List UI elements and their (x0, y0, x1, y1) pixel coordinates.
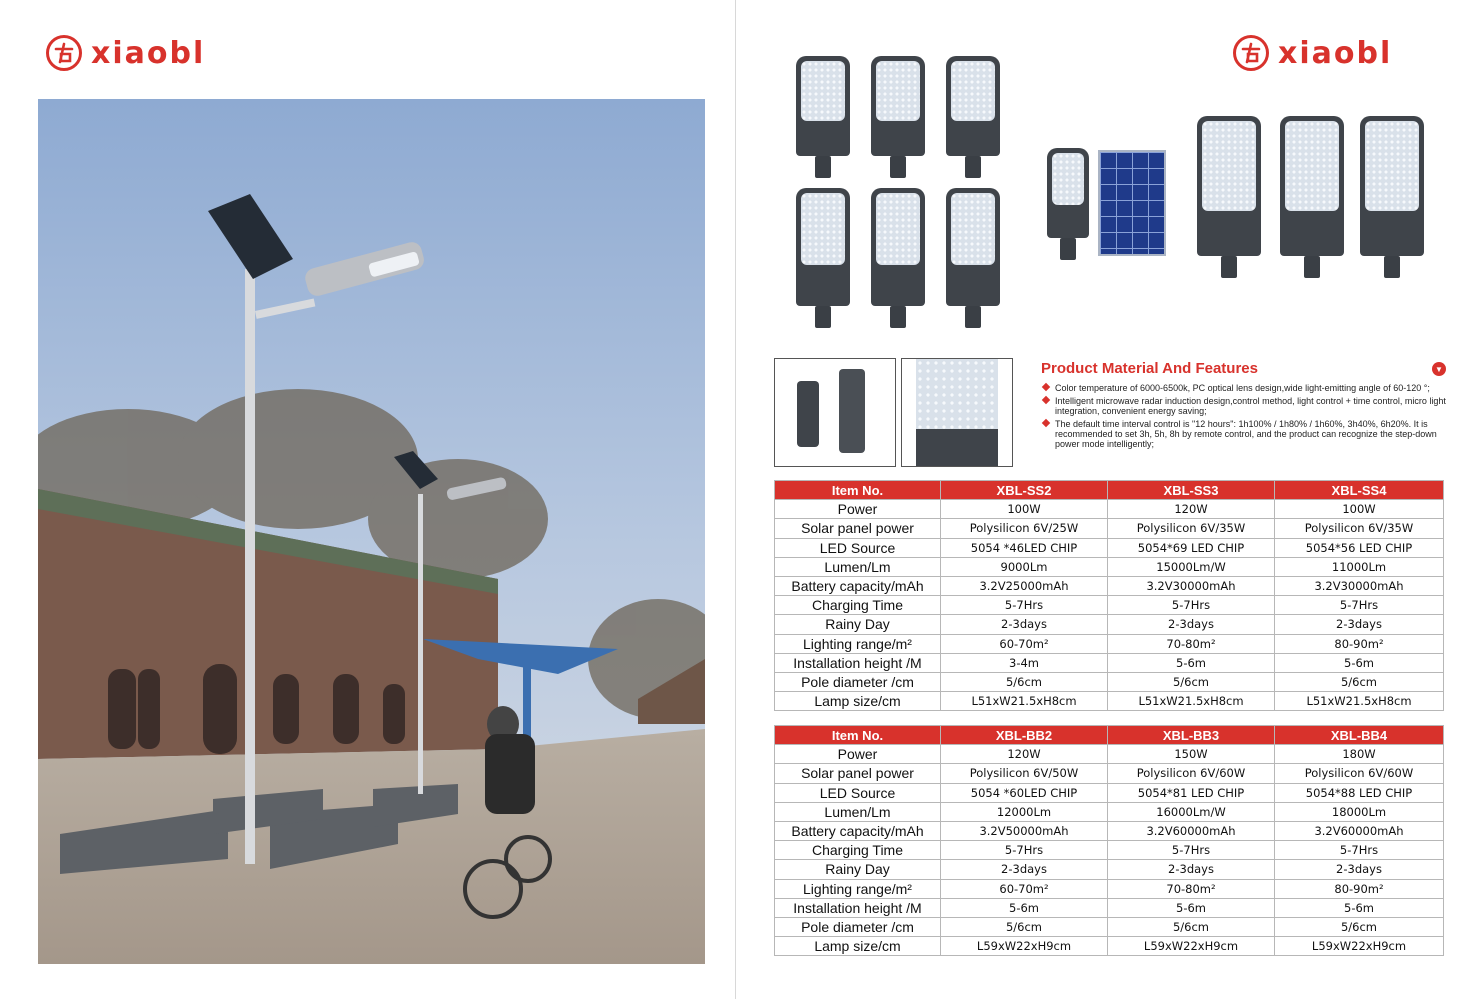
lamp-closeup-thumbnail (901, 358, 1013, 467)
street-lamp-image (1280, 116, 1344, 256)
table-row (775, 672, 1444, 691)
table-cell: 5/6cm (1275, 917, 1444, 936)
table-row (775, 802, 1444, 821)
table-cell: 5054*88 LED CHIP (1275, 783, 1444, 802)
row-label: Lighting range/m² (775, 879, 941, 898)
brand-mark-icon (1233, 35, 1269, 71)
column-header: XBL-BB3 (1108, 726, 1275, 745)
brand-logo (46, 35, 205, 71)
row-label: Solar panel power (775, 764, 941, 783)
brand-name: xiaobl (91, 35, 206, 71)
table-cell: 5054*69 LED CHIP (1108, 538, 1275, 557)
table-row (775, 500, 1444, 519)
table-cell: 3.2V50000mAh (941, 821, 1108, 840)
feature-item: Intelligent microwave radar induction design,control method, light control + time control, micro light integration, convenient energy saving; (1041, 396, 1450, 416)
table-cell: 5-6m (1108, 898, 1275, 917)
table-cell: L51xW21.5xH8cm (1275, 692, 1444, 711)
table-cell: 5054 *60LED CHIP (941, 783, 1108, 802)
row-label: Power (775, 500, 941, 519)
table-row (775, 898, 1444, 917)
table-cell: 5-7Hrs (941, 596, 1108, 615)
row-label: Lumen/Lm (775, 557, 941, 576)
table-cell: 5-7Hrs (1275, 596, 1444, 615)
column-header: XBL-BB2 (941, 726, 1108, 745)
left-page (0, 0, 736, 999)
table-cell: L59xW22xH9cm (941, 937, 1108, 956)
table-cell: 5-7Hrs (1275, 841, 1444, 860)
table-cell: 15000Lm/W (1108, 557, 1275, 576)
table-cell: Polysilicon 6V/35W (1275, 519, 1444, 538)
table-cell: 2-3days (1275, 860, 1444, 879)
table-row (775, 841, 1444, 860)
feature-item: Color temperature of 6000-6500k, PC optical lens design,wide light-emitting angle of 60-120 °; (1041, 383, 1450, 393)
table-cell: 5-6m (1275, 898, 1444, 917)
table-cell: 100W (941, 500, 1108, 519)
right-page (736, 0, 1473, 999)
street-lamp-image (946, 56, 1000, 156)
table-cell: 2-3days (1108, 615, 1275, 634)
street-lamp-image (871, 188, 925, 306)
table-row (775, 745, 1444, 764)
brand-mark-icon (46, 35, 82, 71)
spec-table-bb (774, 725, 1444, 956)
chevron-down-icon: ▼ (1432, 362, 1446, 376)
table-cell: 70-80m² (1108, 879, 1275, 898)
table-cell: Polysilicon 6V/50W (941, 764, 1108, 783)
table-cell: 9000Lm (941, 557, 1108, 576)
table-cell: 120W (1108, 500, 1275, 519)
features-section (1041, 360, 1446, 452)
table-cell: 5054 *46LED CHIP (941, 538, 1108, 557)
street-scene-photo (38, 99, 705, 964)
table-row (775, 821, 1444, 840)
table-row (775, 538, 1444, 557)
column-header: XBL-SS2 (941, 481, 1108, 500)
table-cell: 18000Lm (1275, 802, 1444, 821)
table-cell: 3.2V25000mAh (941, 576, 1108, 595)
table-cell: 3.2V30000mAh (1108, 576, 1275, 595)
table-cell: 150W (1108, 745, 1275, 764)
diamond-bullet-icon (1042, 419, 1050, 427)
street-lamp-image (1360, 116, 1424, 256)
table-header-row (775, 481, 1444, 500)
table-cell: 5054*81 LED CHIP (1108, 783, 1275, 802)
table-cell: L51xW21.5xH8cm (941, 692, 1108, 711)
table-cell: 3-4m (941, 653, 1108, 672)
table-cell: 2-3days (1108, 860, 1275, 879)
table-cell: 5-6m (941, 898, 1108, 917)
table-cell: 5-6m (1275, 653, 1444, 672)
table-cell: 5-7Hrs (941, 841, 1108, 860)
row-label: Charging Time (775, 596, 941, 615)
row-label: Rainy Day (775, 860, 941, 879)
row-label: Lumen/Lm (775, 802, 941, 821)
table-cell: 5/6cm (1108, 917, 1275, 936)
table-cell: 100W (1275, 500, 1444, 519)
table-cell: 5/6cm (1275, 672, 1444, 691)
table-row (775, 879, 1444, 898)
table-cell: Polysilicon 6V/60W (1275, 764, 1444, 783)
table-cell: L59xW22xH9cm (1275, 937, 1444, 956)
table-cell: 3.2V30000mAh (1275, 576, 1444, 595)
row-label: Lamp size/cm (775, 692, 941, 711)
table-row (775, 692, 1444, 711)
diamond-bullet-icon (1042, 383, 1050, 391)
table-cell: 2-3days (941, 860, 1108, 879)
column-header: XBL-BB4 (1275, 726, 1444, 745)
column-header: Item No. (775, 726, 941, 745)
table-cell: 5-6m (1108, 653, 1275, 672)
row-label: Battery capacity/mAh (775, 821, 941, 840)
table-cell: 60-70m² (941, 879, 1108, 898)
table-row (775, 860, 1444, 879)
table-cell: 12000Lm (941, 802, 1108, 821)
street-lamp-image (796, 188, 850, 306)
table-cell: 11000Lm (1275, 557, 1444, 576)
column-header: Item No. (775, 481, 941, 500)
table-cell: 80-90m² (1275, 879, 1444, 898)
row-label: Installation height /M (775, 653, 941, 672)
table-cell: 80-90m² (1275, 634, 1444, 653)
table-row (775, 764, 1444, 783)
table-cell: 16000Lm/W (1108, 802, 1275, 821)
row-label: Lamp size/cm (775, 937, 941, 956)
brand-logo-right (1233, 35, 1392, 71)
row-label: Charging Time (775, 841, 941, 860)
table-cell: 180W (1275, 745, 1444, 764)
table-row (775, 615, 1444, 634)
row-label: Rainy Day (775, 615, 941, 634)
row-label: Power (775, 745, 941, 764)
table-row (775, 576, 1444, 595)
table-cell: L59xW22xH9cm (1108, 937, 1275, 956)
table-cell: 5/6cm (1108, 672, 1275, 691)
table-cell: Polysilicon 6V/25W (941, 519, 1108, 538)
row-label: Pole diameter /cm (775, 672, 941, 691)
row-label: Solar panel power (775, 519, 941, 538)
row-label: LED Source (775, 538, 941, 557)
table-cell: Polysilicon 6V/60W (1108, 764, 1275, 783)
column-header: XBL-SS3 (1108, 481, 1275, 500)
table-cell: 2-3days (1275, 615, 1444, 634)
column-header: XBL-SS4 (1275, 481, 1444, 500)
brand-name: xiaobl (1278, 35, 1393, 71)
diamond-bullet-icon (1042, 396, 1050, 404)
street-lamp-image (946, 188, 1000, 306)
street-lamp-image (871, 56, 925, 156)
table-cell: 3.2V60000mAh (1275, 821, 1444, 840)
table-cell: 5054*56 LED CHIP (1275, 538, 1444, 557)
row-label: Battery capacity/mAh (775, 576, 941, 595)
row-label: Lighting range/m² (775, 634, 941, 653)
table-cell: 60-70m² (941, 634, 1108, 653)
table-row (775, 519, 1444, 538)
solar-panel-image (1098, 150, 1166, 256)
spec-table-ss (774, 480, 1444, 711)
table-cell: 120W (941, 745, 1108, 764)
table-header-row (775, 726, 1444, 745)
row-label: Installation height /M (775, 898, 941, 917)
table-cell: L51xW21.5xH8cm (1108, 692, 1275, 711)
table-row (775, 937, 1444, 956)
table-cell: 5/6cm (941, 917, 1108, 936)
table-cell: 5-7Hrs (1108, 841, 1275, 860)
table-cell: 5-7Hrs (1108, 596, 1275, 615)
table-row (775, 653, 1444, 672)
lamp-side-thumbnail (774, 358, 896, 467)
street-lamp-image (796, 56, 850, 156)
table-cell: 70-80m² (1108, 634, 1275, 653)
table-cell: 2-3days (941, 615, 1108, 634)
lamp-dimension-image (1047, 148, 1089, 238)
table-row (775, 596, 1444, 615)
row-label: Pole diameter /cm (775, 917, 941, 936)
table-cell: Polysilicon 6V/35W (1108, 519, 1275, 538)
row-label: LED Source (775, 783, 941, 802)
table-row (775, 634, 1444, 653)
table-row (775, 783, 1444, 802)
street-lamp-image (1197, 116, 1261, 256)
table-row (775, 557, 1444, 576)
features-list (1041, 383, 1446, 449)
feature-item: The default time interval control is "12 hours": 1h100% / 1h80% / 1h60%, 3h40%, 6h20%. It is recommended to set 3h, 5h, 8h by remote control, and the product can recognize the step-down power mode intelligently; (1041, 419, 1450, 449)
table-cell: 3.2V60000mAh (1108, 821, 1275, 840)
table-row (775, 917, 1444, 936)
table-cell: 5/6cm (941, 672, 1108, 691)
features-title: Product Material And Features (1041, 360, 1258, 377)
